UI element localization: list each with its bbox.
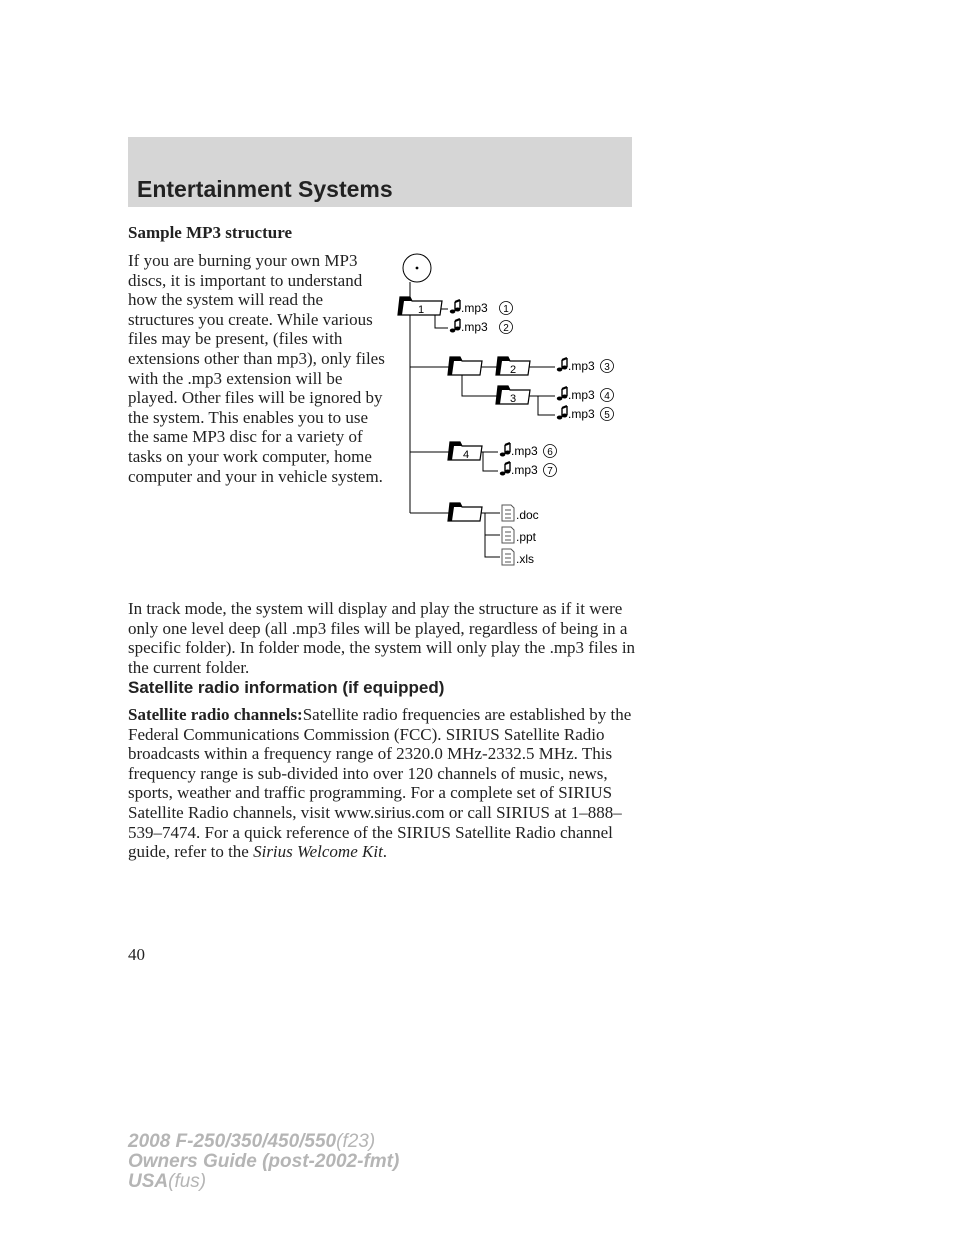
- track-item: [557, 406, 614, 421]
- music-note-icon: [500, 462, 511, 476]
- folder-icon: [496, 386, 530, 405]
- music-note-icon: [557, 358, 568, 372]
- footer-model-code: (f23): [336, 1131, 376, 1152]
- footer: [128, 1132, 399, 1192]
- doc-item: [502, 527, 537, 544]
- track-mode-paragraph: In track mode, the system will display and play the structure as if it were only one level deep (all .mp3 files will be played, regardless of being in a specific folder). In folder mode, the system will only play the .mp3 files in the current folder.: [128, 599, 636, 677]
- folder-label: 1: [418, 304, 425, 316]
- footer-region-code: (fus): [168, 1171, 207, 1192]
- satellite-paragraph: [128, 705, 648, 862]
- folder-icon: [398, 297, 442, 316]
- track-number: 5: [604, 410, 610, 421]
- track-ext: .mp3: [461, 301, 488, 315]
- satellite-lead: Satellite radio channels:: [128, 705, 303, 724]
- track-item: [450, 300, 513, 315]
- track-number: 4: [604, 391, 610, 402]
- folder-icon: [448, 503, 482, 521]
- track-ext: .mp3: [568, 359, 595, 373]
- track-number: 6: [547, 447, 553, 458]
- disc-icon: [403, 254, 431, 282]
- doc-ext: .xls: [516, 552, 534, 566]
- folder-icon: [448, 442, 482, 461]
- track-ext: .mp3: [511, 444, 538, 458]
- section-subhead: Sample MP3 structure: [128, 223, 292, 242]
- document-icon: [502, 549, 514, 565]
- folder-label: 4: [463, 449, 470, 461]
- track-item: [557, 387, 614, 402]
- mp3-structure-diagram: [390, 250, 640, 580]
- satellite-end: .: [382, 842, 388, 862]
- track-ext: .mp3: [461, 320, 488, 334]
- folder-icon: [496, 357, 530, 376]
- intro-paragraph: If you are burning your own MP3 discs, it is important to understand how the system will read the structures you create. While various files may be present, (files with extensions other than mp3), only files with the .mp3 extension will be played. Other files will be ignored by the system. This enables you to use the same MP3 disc for a variety of tasks on your work computer, home computer and your in vehicle system.: [128, 251, 385, 486]
- music-note-icon: [557, 406, 568, 420]
- music-note-icon: [557, 387, 568, 401]
- satellite-body: Satellite radio frequencies are established by the Federal Communications Commission (FCC). SIRIUS Satellite Radio broadcasts within a frequency range of 2320.0 MHz-2332.5 MHz. This frequency range is sub-divided into over 120 channels of music, news, sports, weather and traffic programming. For a complete set of SIRIUS Satellite Radio channels, visit www.sirius.com or call SIRIUS at 1–888–539–7474. For a quick reference of the SIRIUS Satellite Radio channel guide, refer to the: [128, 705, 632, 862]
- welcome-kit-title: Sirius Welcome Kit: [253, 842, 383, 862]
- document-icon: [502, 527, 514, 543]
- track-number: 3: [604, 362, 610, 373]
- page-number: 40: [128, 945, 145, 964]
- doc-ext: .ppt: [516, 530, 537, 544]
- track-number: 7: [547, 466, 553, 477]
- track-item: [557, 358, 614, 373]
- footer-guide: Owners Guide (post-2002-fmt): [128, 1151, 400, 1172]
- music-note-icon: [450, 300, 461, 314]
- track-ext: .mp3: [568, 388, 595, 402]
- music-note-icon: [450, 319, 461, 333]
- music-note-icon: [500, 443, 511, 457]
- satellite-heading: Satellite radio information (if equipped): [128, 678, 445, 697]
- track-number: 1: [503, 304, 509, 315]
- track-number: 2: [503, 323, 509, 334]
- footer-model: 2008 F-250/350/450/550: [128, 1131, 337, 1152]
- page-title: Entertainment Systems: [137, 176, 393, 202]
- track-item: [450, 319, 513, 334]
- doc-item: [502, 505, 539, 522]
- track-item: [500, 443, 557, 458]
- folder-icon: [448, 357, 482, 375]
- track-ext: .mp3: [511, 463, 538, 477]
- track-ext: .mp3: [568, 407, 595, 421]
- document-icon: [502, 505, 514, 521]
- doc-ext: .doc: [516, 508, 539, 522]
- track-item: [500, 462, 557, 477]
- folder-label: 2: [510, 364, 517, 376]
- doc-item: [502, 549, 534, 566]
- footer-region: USA: [128, 1171, 169, 1192]
- folder-label: 3: [510, 393, 517, 405]
